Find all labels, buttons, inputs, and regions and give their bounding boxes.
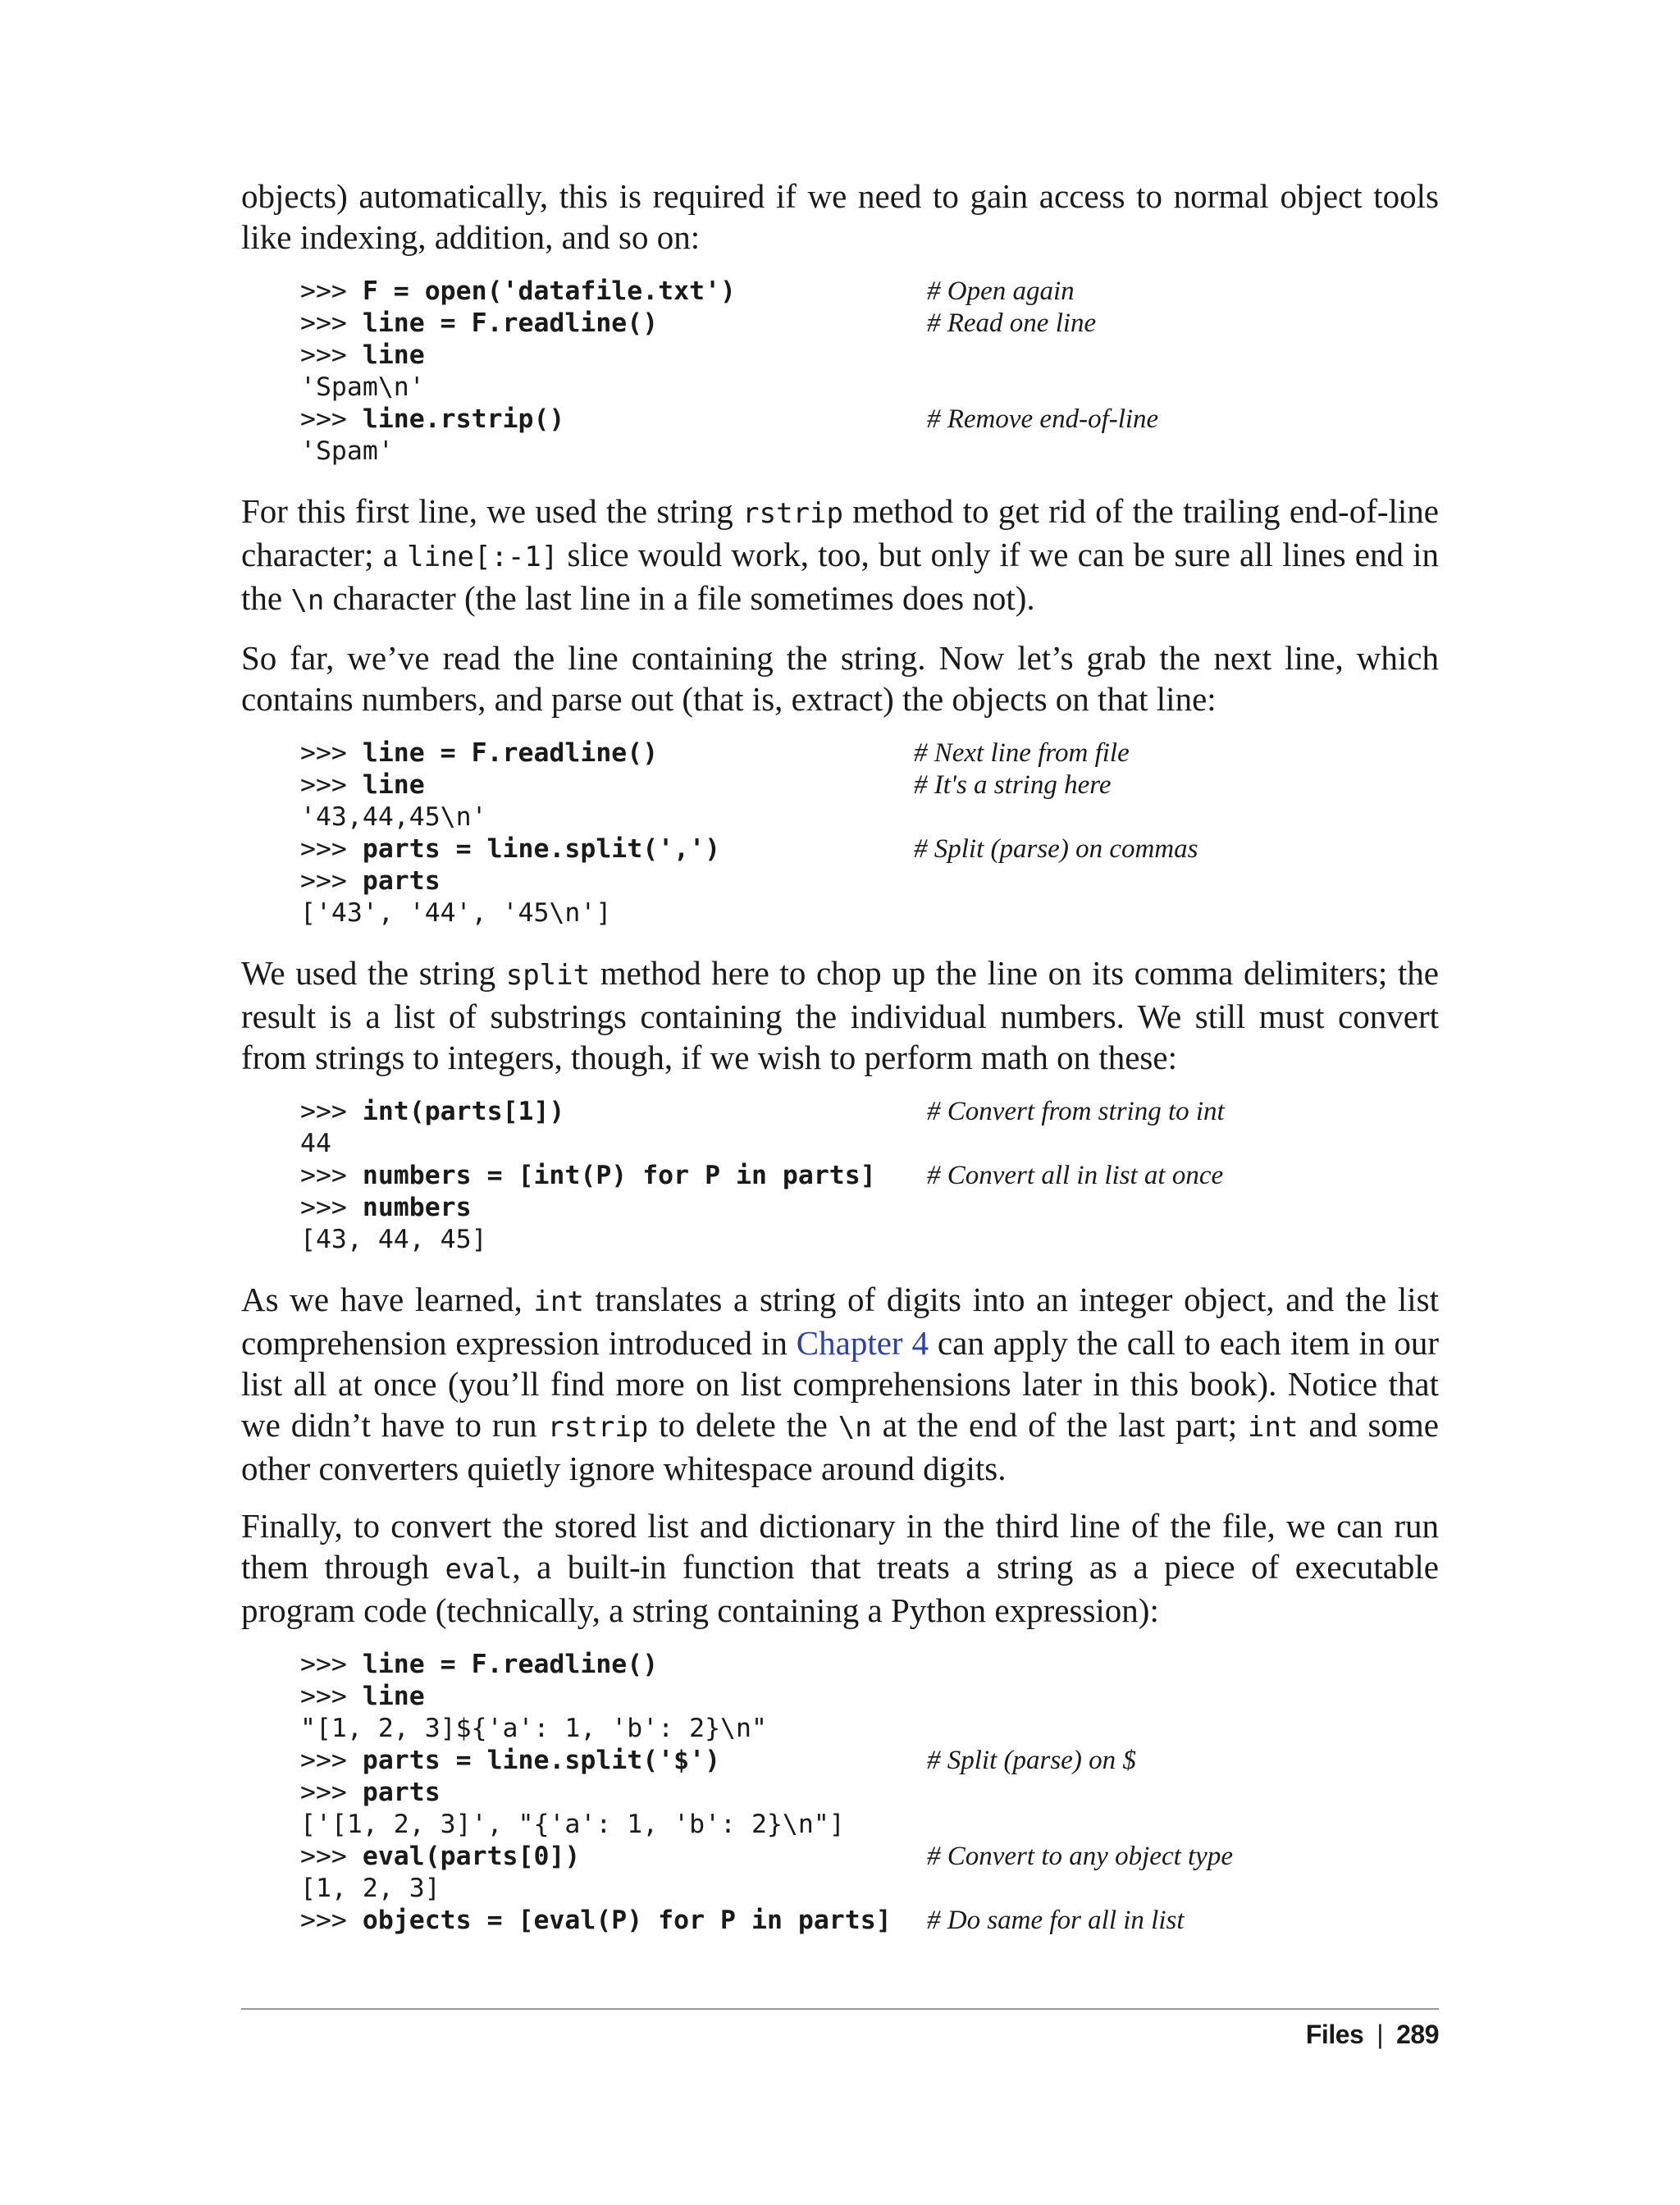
code-command: F = open('datafile.txt') (362, 276, 737, 306)
code-line (300, 833, 1439, 865)
code-comment: # Read one line (927, 308, 1097, 338)
code-prompt: >>> (300, 1097, 363, 1126)
code-comment: # Convert from string to int (927, 1097, 1225, 1126)
code-line (300, 1745, 1439, 1777)
code-command: parts (362, 866, 441, 896)
code-comment: # Do same for all in list (927, 1906, 1185, 1935)
code-command: int(parts[1]) (362, 1097, 565, 1126)
code-output: [43, 44, 45] (300, 1225, 487, 1254)
footer-divider (241, 2008, 1439, 2010)
inline-code: line[:-1] (407, 541, 559, 573)
code-prompt: >>> (300, 1682, 363, 1711)
code-comment: # Convert all in list at once (927, 1161, 1224, 1190)
code-line (300, 340, 1439, 372)
code-line (300, 1873, 1439, 1905)
inline-code: \n (838, 1411, 872, 1444)
page-number: 289 (1396, 2020, 1439, 2049)
code-command: line (362, 770, 425, 800)
chapter-4-link[interactable]: Chapter 4 (796, 1324, 929, 1362)
code-line (300, 1905, 1439, 1937)
code-line (300, 801, 1439, 833)
code-prompt: >>> (300, 738, 363, 768)
paragraph-intro: objects) automatically, this is required if we need to gain access to normal object tools like indexing, addition, and so on: (241, 177, 1439, 256)
inline-code: split (505, 959, 591, 992)
code-prompt: >>> (300, 404, 363, 434)
code-line (300, 404, 1439, 436)
code-prompt: >>> (300, 1161, 363, 1190)
inline-code: int (1248, 1411, 1299, 1444)
code-line (300, 737, 1439, 769)
code-block-1 (300, 276, 1439, 468)
code-output: 'Spam' (300, 436, 394, 466)
code-command: line (362, 1682, 425, 1711)
text-run: and some other converters quietly ignore whitespace around digits. (241, 1406, 1440, 1487)
code-line (300, 276, 1439, 308)
code-line (300, 1809, 1439, 1841)
paragraph-next-line: So far, we’ve read the line containing the string. Now let’s grab the next line, which contains numbers, and parse out (that is, extract) the objects on that line: (241, 639, 1439, 718)
code-line (300, 1192, 1439, 1224)
code-command: objects = [eval(P) for P in parts] (362, 1906, 892, 1935)
paragraph-rstrip (241, 491, 1439, 621)
code-line (300, 1713, 1439, 1745)
code-comment: # Remove end-of-line (927, 404, 1159, 434)
paragraph-eval (241, 1505, 1439, 1631)
text-run: at the end of the last part; (871, 1406, 1249, 1444)
code-prompt: >>> (300, 770, 363, 800)
text-run: As we have learned, (241, 1281, 534, 1318)
paragraph-int (241, 1279, 1439, 1489)
code-prompt: >>> (300, 1746, 363, 1775)
code-line (300, 436, 1439, 468)
code-output: ['43', '44', '45\n'] (300, 898, 612, 928)
page-body (241, 176, 1439, 1937)
code-command: numbers = [int(P) for P in parts] (362, 1161, 876, 1190)
text-run: We used the string (241, 954, 506, 992)
code-command: line = F.readline() (362, 738, 659, 768)
code-line (300, 1160, 1439, 1192)
code-block-4 (300, 1649, 1439, 1937)
code-line (300, 1777, 1439, 1809)
code-comment: # Split (parse) on $ (927, 1746, 1136, 1775)
code-output: [1, 2, 3] (300, 1874, 441, 1903)
code-prompt: >>> (300, 340, 363, 370)
code-prompt: >>> (300, 1193, 363, 1222)
code-line (300, 1841, 1439, 1873)
code-command: line.rstrip() (362, 404, 565, 434)
code-prompt: >>> (300, 1906, 363, 1935)
text-run: can apply the call to each item in our list all at once (you’ll find more on list comprehensions later in this book). Notice that we didn’t have to run (241, 1324, 1439, 1444)
code-prompt: >>> (300, 866, 363, 896)
code-line (300, 1096, 1439, 1128)
code-command: parts = line.split(',') (362, 834, 721, 864)
code-comment: # Split (parse) on commas (914, 834, 1198, 864)
page-footer (1306, 2020, 1439, 2050)
code-prompt: >>> (300, 1778, 363, 1807)
text-run: slice would work, too, but only if we can be sure all lines end in the (241, 536, 1439, 617)
code-prompt: >>> (300, 1650, 363, 1679)
text-run: , a built-in function that treats a string as a piece of executable program code (technically, a string containing a Python expression): (241, 1548, 1439, 1629)
code-command: numbers (362, 1193, 472, 1222)
inline-code: int (533, 1285, 584, 1318)
code-command: eval(parts[0]) (362, 1842, 581, 1871)
inline-code: rstrip (547, 1411, 649, 1444)
code-prompt: >>> (300, 276, 363, 306)
code-line (300, 308, 1439, 340)
code-line (300, 372, 1439, 404)
paragraph-split (241, 952, 1439, 1078)
text-run: For this first line, we used the string (241, 492, 743, 530)
code-command: parts (362, 1778, 441, 1807)
code-command: line = F.readline() (362, 1650, 659, 1679)
inline-code: eval (445, 1553, 513, 1586)
code-output: "[1, 2, 3]${'a': 1, 'b': 2}\n" (300, 1714, 767, 1743)
code-block-2 (300, 737, 1439, 929)
code-command: line (362, 340, 425, 370)
text-run: to delete the (648, 1406, 838, 1444)
inline-code: rstrip (742, 497, 843, 530)
text-run: character (the last line in a file sometimes does not). (324, 579, 1035, 617)
footer-section-title: Files (1305, 2020, 1364, 2049)
code-output: 44 (300, 1129, 331, 1158)
text-run: Finally, to convert the stored list and dictionary in the third line of the file, we can run them through (241, 1507, 1439, 1586)
code-output: ['[1, 2, 3]', "{'a': 1, 'b': 2}\n"] (300, 1810, 845, 1839)
text-run: method here to chop up the line on its comma delimiters; the result is a list of substrings containing the individual numbers. We still must convert from strings to integers, though, if we wish to perform math on these: (241, 954, 1440, 1076)
code-output: 'Spam\n' (300, 372, 425, 402)
code-comment: # Open again (927, 276, 1075, 306)
code-line (300, 1128, 1439, 1160)
code-line (300, 1681, 1439, 1713)
code-line (300, 1649, 1439, 1681)
footer-separator: | (1376, 2020, 1384, 2049)
code-block-3 (300, 1096, 1439, 1256)
code-output: '43,44,45\n' (300, 802, 487, 832)
text-run: method to get rid of the trailing end-of-line character; a (241, 492, 1439, 573)
inline-code: \n (290, 584, 325, 617)
code-line (300, 1224, 1439, 1256)
code-prompt: >>> (300, 834, 363, 864)
text-run: translates a string of digits into an integer object, and the list comprehension expression introduced in (241, 1281, 1439, 1362)
code-line (300, 865, 1439, 897)
code-command: parts = line.split('$') (362, 1746, 721, 1775)
code-comment: # It's a string here (914, 770, 1112, 800)
code-command: line = F.readline() (362, 308, 659, 338)
code-line (300, 897, 1439, 929)
code-line (300, 769, 1439, 801)
code-comment: # Next line from file (914, 738, 1130, 768)
code-prompt: >>> (300, 1842, 363, 1871)
code-prompt: >>> (300, 308, 363, 338)
code-comment: # Convert to any object type (927, 1842, 1233, 1871)
